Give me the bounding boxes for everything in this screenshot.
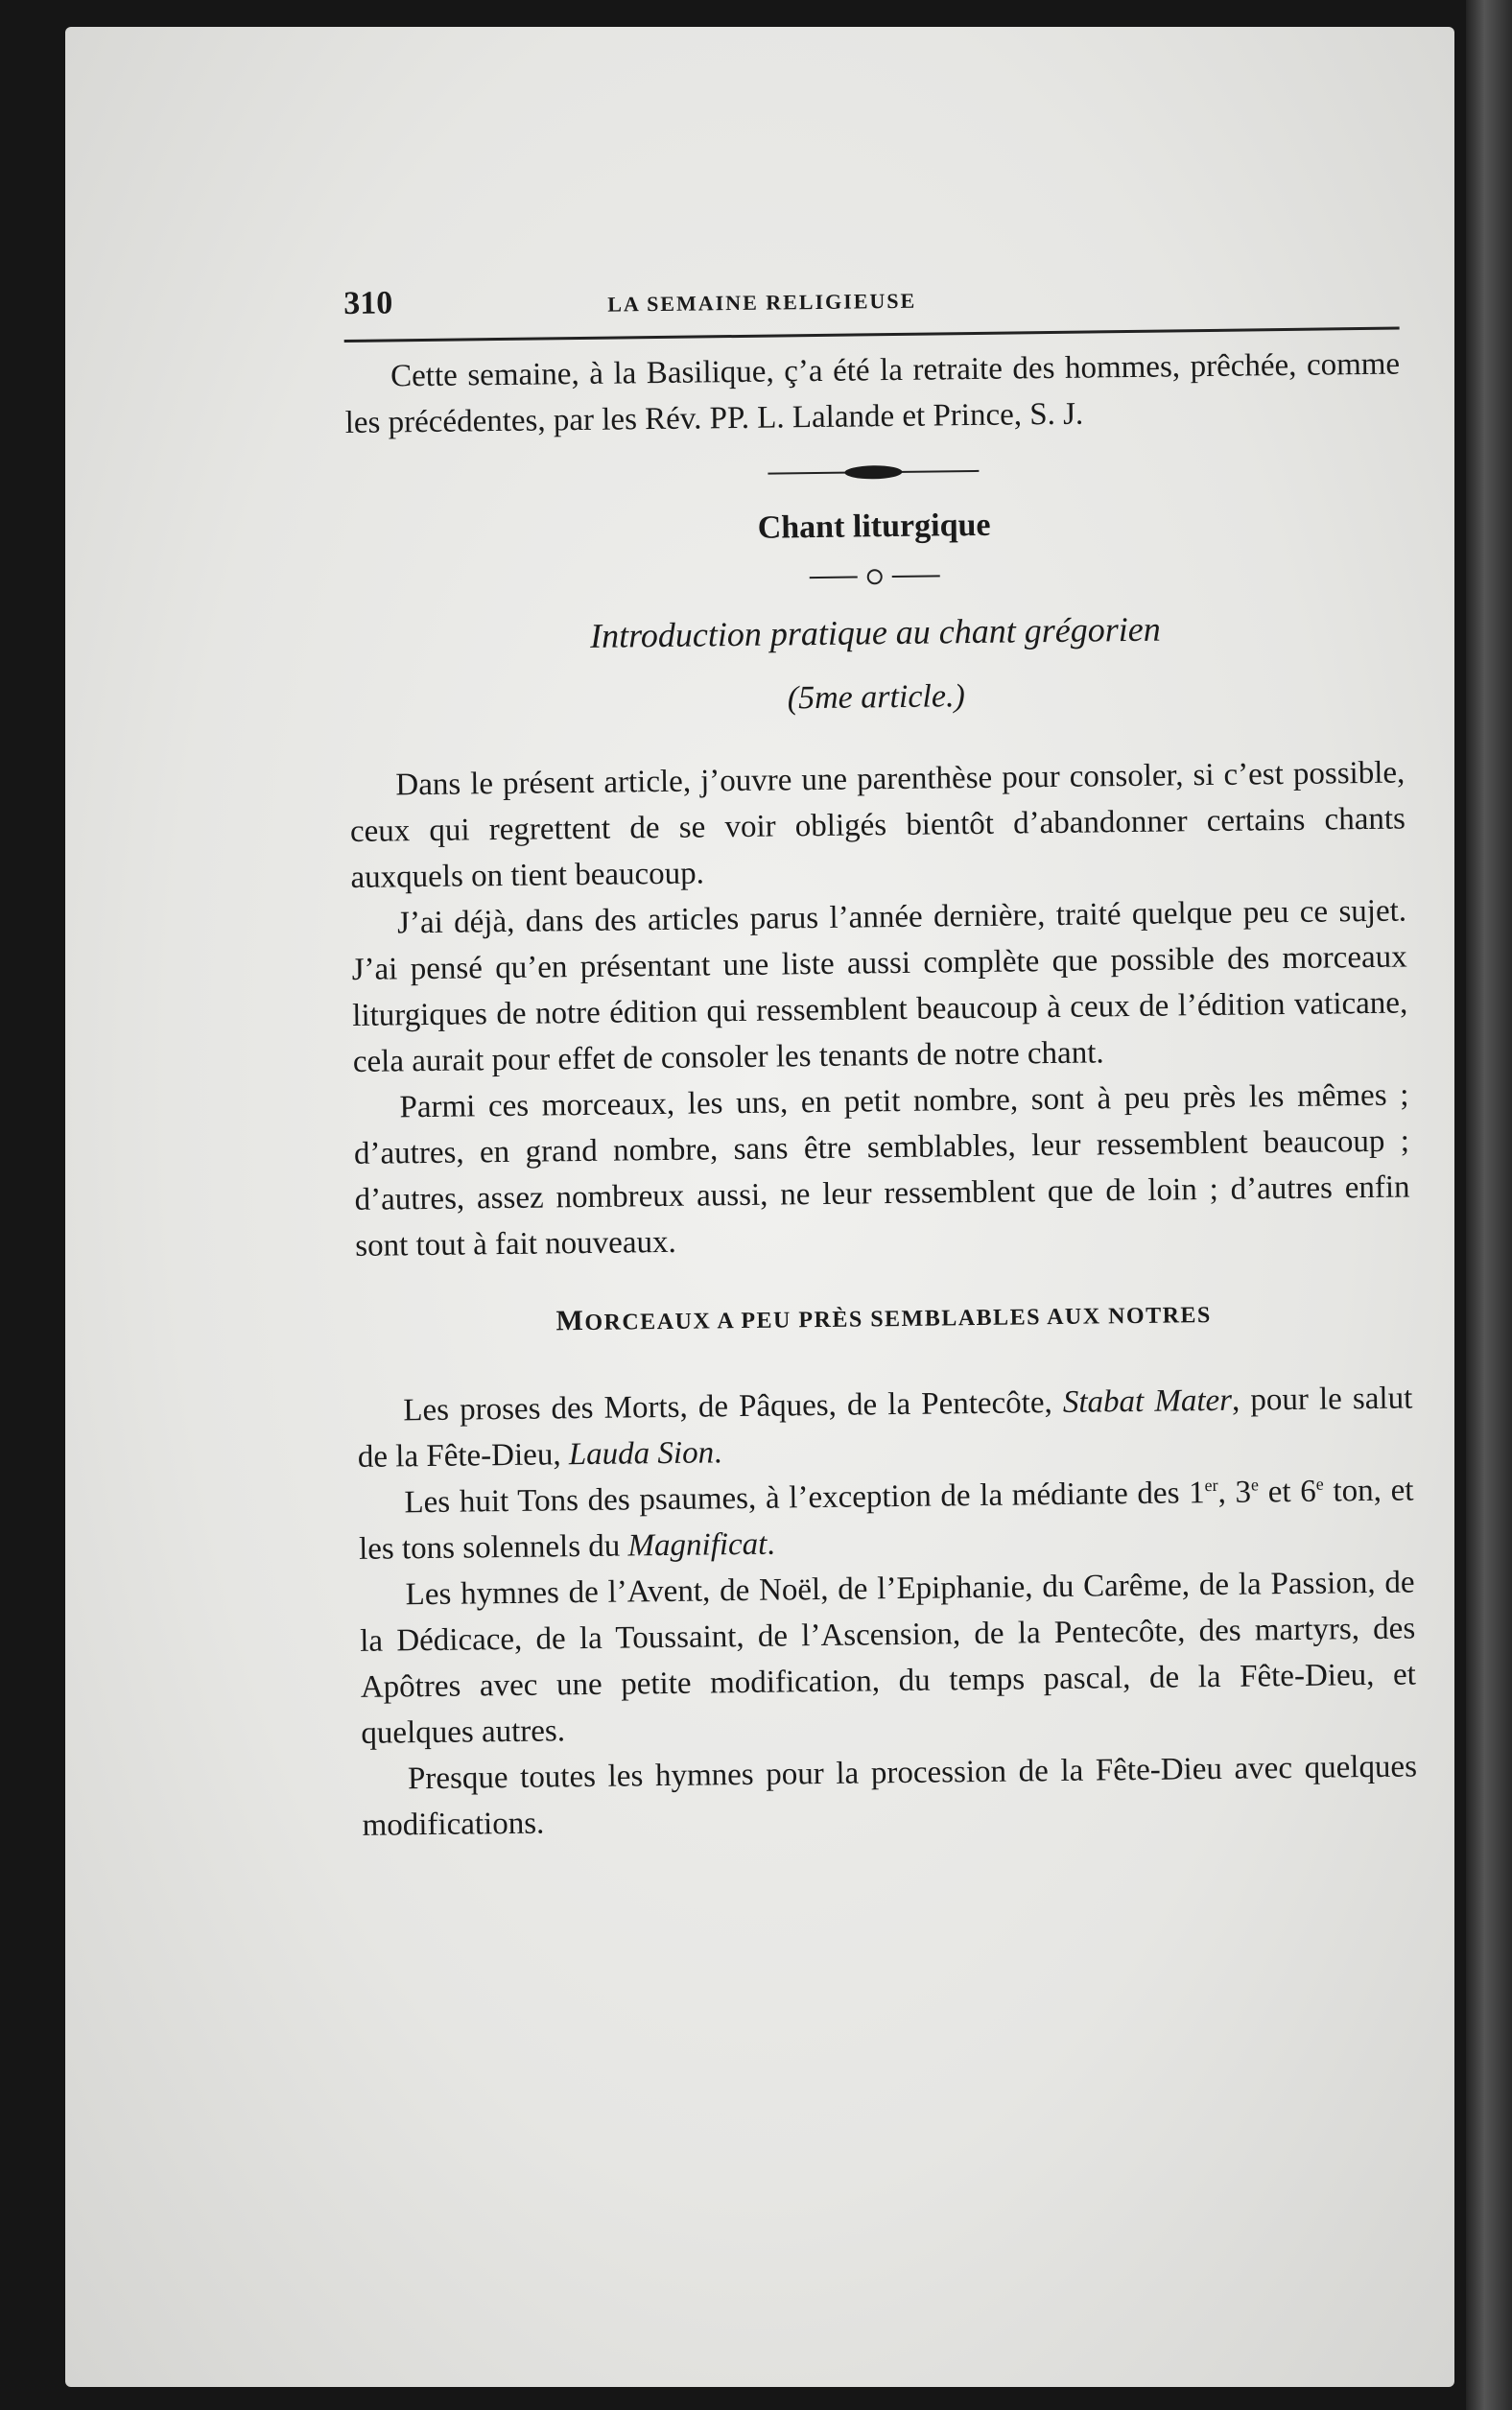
paragraph: J’ai déjà, dans des articles parus l’année dernière, traité quelque peu ce sujet. J’ai pensé qu’en présentant une liste aussi complète que possible des morceaux liturgiques de notre édition qui ressemblent beaucoup à ceux de l’édition vaticane, cela aurait pour effet de consoler les tenants de notre chant. — [351, 893, 1408, 1079]
lauda-sion: Lauda Sion — [568, 1435, 715, 1473]
paragraph: Parmi ces morceaux, les uns, en petit nombre, sont à peu près les mêmes ; d’autres, en grand nombre, sans être semblables, leur ressemblent beaucoup ; d’autres, assez nombreux aussi, ne leur ressemblent que de loin ; d’autres enfin sont tout à fait nouveaux. — [353, 1077, 1410, 1264]
list-item-procession: Presque toutes les hymnes pour la procession de la Fête-Dieu avec quelques modifications. — [362, 1749, 1418, 1843]
paragraph: Dans le présent article, j’ouvre une parenthèse pour consoler, si c’est possible, ceux qui regrettent de se voir obligés bientôt d’abandonner certains chants auxquels on tient beaucoup. — [349, 755, 1406, 895]
adjacent-page-edge — [1466, 0, 1512, 2410]
section-divider-ornament — [768, 460, 979, 485]
list-item-hymnes: Les hymnes de l’Avent, de Noël, de l’Epiphanie, du Carême, de la Passion, de la Dédicace, de la Toussaint, de l’Ascension, de la Pentecôte, des martyrs, des Apôtres avec une petite modification, du temps pascal, de la Fête-Dieu, et quelques autres. — [360, 1565, 1416, 1751]
running-head — [343, 273, 1400, 343]
article-number: (5me article.) — [787, 678, 966, 717]
subsection-heading-initial: M — [555, 1305, 585, 1337]
subsection-heading — [356, 1294, 1411, 1339]
page-paper — [65, 27, 1454, 2387]
article-title: Chant liturgique — [757, 507, 991, 546]
magnificat: Magnificat — [627, 1526, 768, 1564]
article-subtitle: Introduction pratique au chant grégorien — [589, 609, 1161, 655]
intro-paragraph: Cette semaine, à la Basilique, ç’a été la retraite des hommes, prêchée, comme les précédentes, par les Rév. PP. L. Lalande et Prince, S. J. — [344, 346, 1401, 440]
stabat-mater: Stabat Mater — [1062, 1382, 1233, 1420]
running-head-title: LA SEMAINE RELIGIEUSE — [607, 288, 917, 317]
subsection-heading-rest: ORCEAUX A PEU PRÈS SEMBLABLES AUX NOTRES — [584, 1303, 1212, 1336]
page-text-block — [343, 273, 1418, 1849]
article-body — [349, 750, 1410, 1269]
page-number: 310 — [343, 285, 393, 321]
title-divider — [347, 553, 1403, 598]
list-item-proses: Les proses des Morts, de Pâques, de la Pentecôte, Stabat Mater, pour le salut de la Fête-Dieu, Lauda Sion. — [357, 1381, 1413, 1475]
list-item-tons: Les huit Tons des psaumes, à l’exception de la médiante des 1er, 3e et 6e ton, et les tons solennels du Magnificat. — [358, 1473, 1414, 1567]
